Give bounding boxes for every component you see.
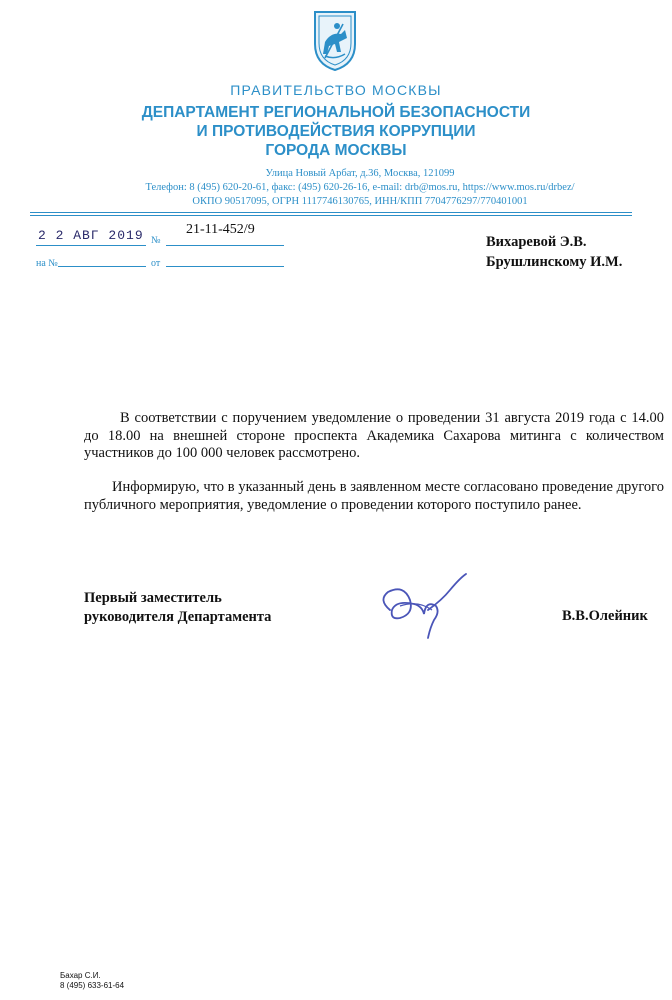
date-underline [36, 245, 146, 246]
government-name: ПРАВИТЕЛЬСТВО МОСКВЫ [230, 82, 442, 98]
executor-name: Бахар С.И. [60, 971, 101, 980]
letterhead-divider [30, 212, 632, 213]
from-underline [166, 266, 284, 267]
registration-number: 21-11-452/9 [186, 222, 255, 237]
reply-to-underline [58, 266, 146, 267]
signatory-title-line-2: руководителя Департамента [84, 609, 272, 625]
number-underline [166, 245, 284, 246]
department-name-line-3: ГОРОДА МОСКВЫ [265, 142, 407, 159]
letterhead-divider [30, 215, 632, 216]
executor-phone: 8 (495) 633-61-64 [60, 981, 125, 990]
from-label: от [151, 258, 161, 269]
signer-name: В.В.Олейник [562, 608, 648, 624]
department-name-line-2: И ПРОТИВОДЕЙСТВИЯ КОРРУПЦИИ [196, 123, 476, 140]
department-name-line-1: ДЕПАРТАМЕНТ РЕГИОНАЛЬНОЙ БЕЗОПАСНОСТИ [141, 104, 531, 121]
registration-date-stamp: 2 2 АВГ 2019 [38, 228, 144, 243]
department-contacts: Телефон: 8 (495) 620-20-61, факс: (495) 620-26-16, e-mail: drb@mos.ru, https://www.mos.ru/drbez/ [145, 182, 575, 193]
reply-to-label: на № [36, 258, 58, 269]
department-codes: ОКПО 90517095, ОГРН 1117746130765, ИНН/КПП 7704776297/770401001 [192, 196, 528, 207]
number-label: № [151, 235, 161, 246]
body-paragraph-2: Информирую, что в указанный день в заявленном месте согласовано проведение другого публичного мероприятия, уведомление о проведении которого поступило ранее. [84, 479, 664, 513]
addressee-1: Вихаревой Э.В. [486, 234, 587, 250]
addressee-2: Брушлинскому И.М. [486, 254, 623, 270]
moscow-coat-of-arms-icon [311, 8, 359, 72]
signatory-title-line-1: Первый заместитель [84, 590, 222, 606]
body-paragraph-1: В соответствии с поручением уведомление о проведении 31 августа 2019 года с 14.00 до 18.00 на внешней стороне проспекта Академика Сахарова митинга с количеством участников до 100 000 человек рассмотрено. [84, 410, 664, 461]
department-address: Улица Новый Арбат, д.36, Москва, 121099 [265, 168, 455, 179]
handwritten-signature [370, 570, 480, 650]
